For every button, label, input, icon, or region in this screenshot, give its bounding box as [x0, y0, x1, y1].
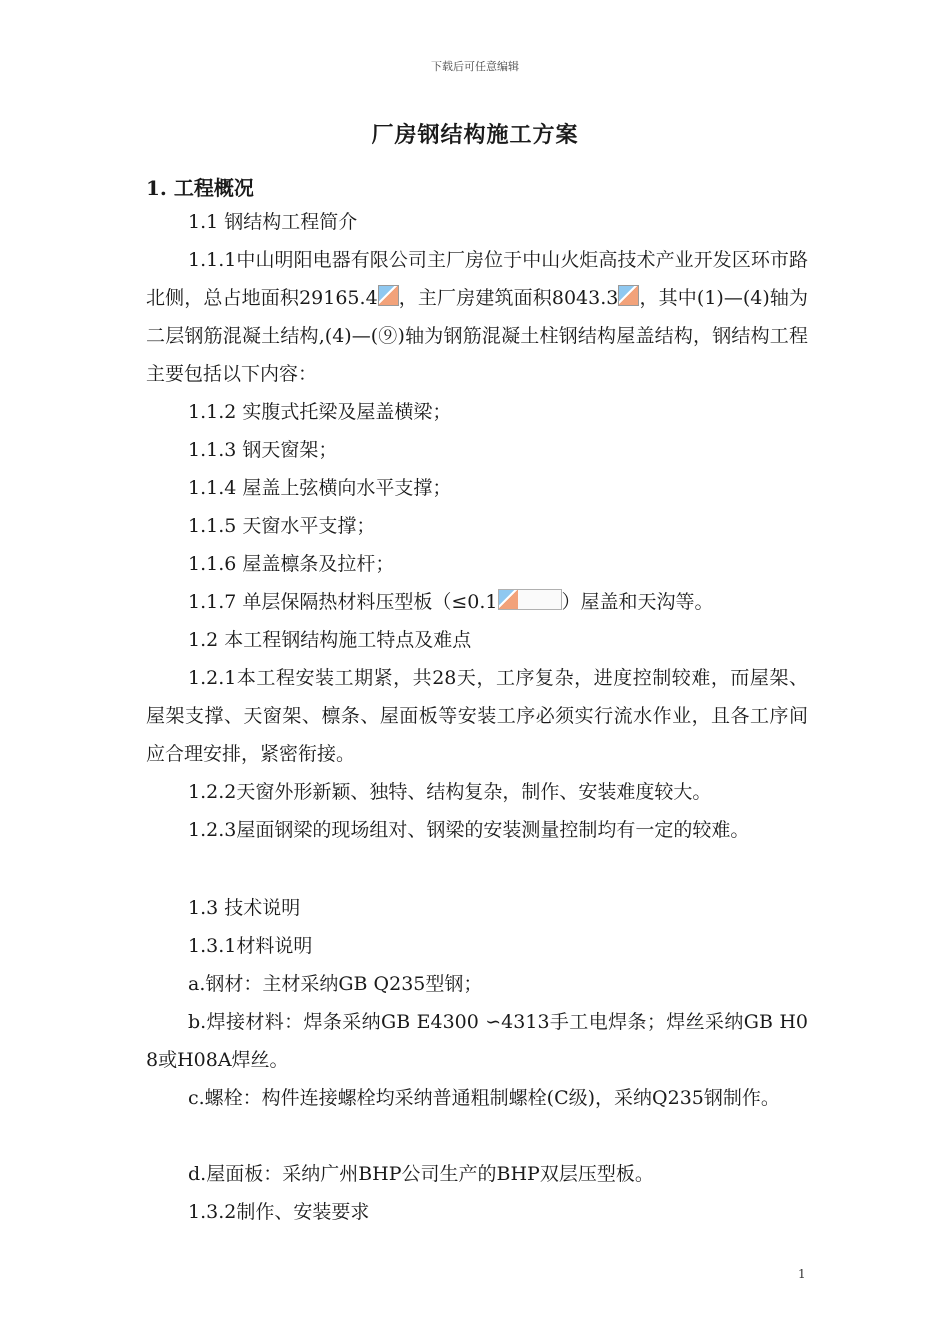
- paragraph-1-1-7: [146, 583, 808, 621]
- paragraph-1-1: 1.1 钢结构工程简介: [188, 211, 358, 233]
- header-note: 下载后可任意编辑: [431, 60, 519, 73]
- page-number: 1: [798, 1267, 806, 1281]
- image-placeholder-icon: [618, 285, 639, 306]
- paragraph-text: 1.1.7 单层保隔热材料压型板（≤0.1: [188, 591, 498, 613]
- paragraph-1-1-3: 1.1.3 钢天窗架；: [188, 439, 338, 461]
- paragraph-bolts: c.螺栓：构件连接螺栓均采纳普通粗制螺栓(C级)，采纳Q235钢制作。: [188, 1087, 780, 1109]
- paragraph-1-1-4: 1.1.4 屋盖上弦横向水平支撑；: [188, 477, 452, 499]
- paragraph-text: ）屋盖和天沟等。: [561, 591, 714, 613]
- paragraph-1-1-1: [146, 241, 808, 393]
- paragraph-text: ，其中(1)—(4)轴为二层钢筋混凝土结构,(4)—(⑨)轴为钢筋混凝土柱钢结构屋盖结构，钢结构工程主要包括以下内容：: [146, 287, 808, 385]
- paragraph-1-2-3: 1.2.3屋面钢梁的现场组对、钢梁的安装测量控制均有一定的较难。: [188, 819, 750, 841]
- paragraph-1-1-2: 1.1.2 实腹式托梁及屋盖横梁；: [188, 401, 452, 423]
- paragraph-welding: b.焊接材料：焊条采纳GB E4300 ∽4313手工电焊条；焊丝采纳GB H08或H08A焊丝。: [146, 1011, 808, 1071]
- image-placeholder-icon: [378, 285, 399, 306]
- paragraph-1-1-5: 1.1.5 天窗水平支撑；: [188, 515, 376, 537]
- section-heading: 1. 工程概况: [146, 176, 254, 200]
- image-placeholder-icon: [498, 589, 562, 610]
- paragraph-1-3-2: 1.3.2制作、安装要求: [188, 1201, 370, 1223]
- paragraph-steel: a.钢材：主材采纳GB Q235型钢；: [188, 973, 483, 995]
- paragraph-1-3-1: 1.3.1材料说明: [188, 935, 313, 957]
- paragraph-roof-panel: d.屋面板：采纳广州BHP公司生产的BHP双层压型板。: [188, 1163, 654, 1185]
- paragraph-text: ，主厂房建筑面积8043.3: [398, 287, 619, 309]
- paragraph-1-2-1: 1.2.1本工程安装工期紧，共28天，工序复杂，进度控制较难，而屋架、屋架支撑、天窗架、檩条、屋面板等安装工序必须实行流水作业，且各工序间应合理安排，紧密衔接。: [146, 667, 808, 765]
- paragraph-text: 1.1.1中山明阳电器有限公司主厂房位于中山火炬高技术产业开发区环市路北侧，总占地面积29165.4: [146, 249, 808, 309]
- paragraph-1-3: 1.3 技术说明: [188, 897, 301, 919]
- document-title: 厂房钢结构施工方案: [371, 122, 579, 148]
- paragraph-1-2: 1.2 本工程钢结构施工特点及难点: [188, 629, 472, 651]
- paragraph-1-2-2: 1.2.2天窗外形新颖、独特、结构复杂，制作、安装难度较大。: [188, 781, 712, 803]
- paragraph-1-1-6: 1.1.6 屋盖檩条及拉杆；: [188, 553, 395, 575]
